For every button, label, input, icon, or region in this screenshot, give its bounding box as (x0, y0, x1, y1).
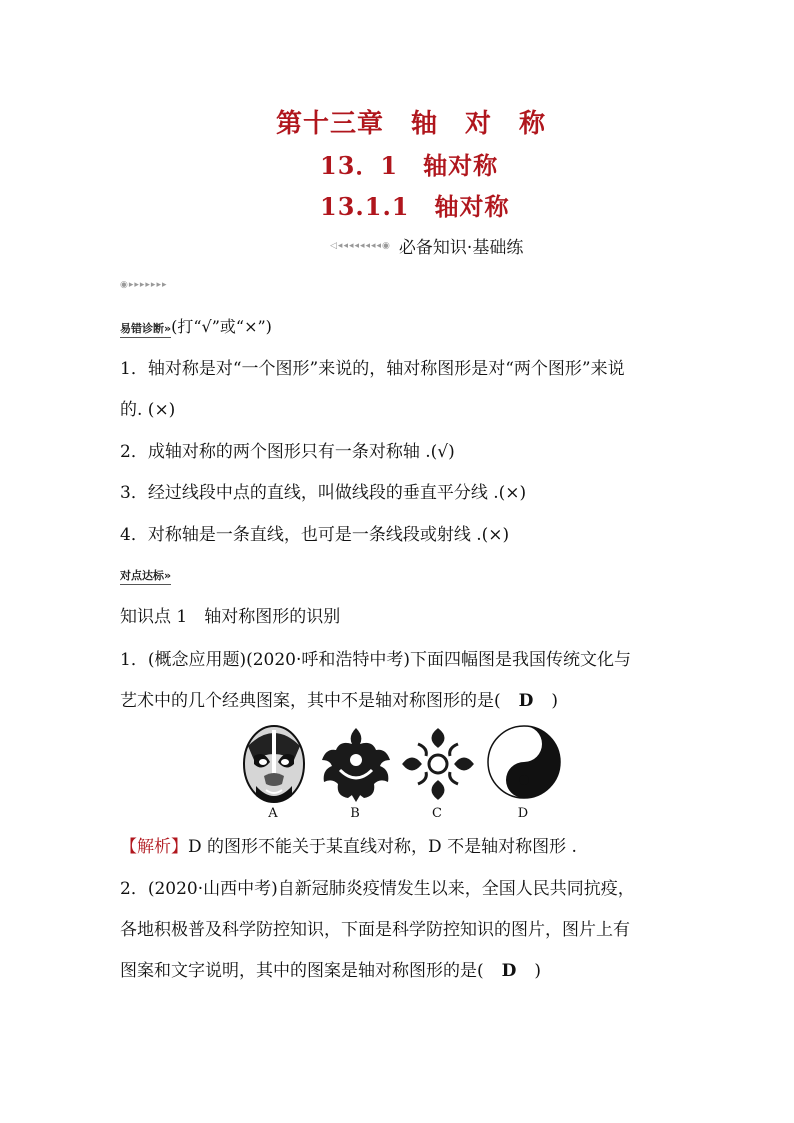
left-arrow-decoration-icon: ◉▸▸▸▸▸▸▸ (120, 280, 168, 290)
diagnosis-item-1-line1: 1．轴对称是对“一个图形”来说的，轴对称图形是对“两个图形”来说 (120, 359, 625, 379)
question-1-close-paren: ) (551, 691, 559, 711)
figure-label-c: C (432, 806, 442, 821)
arrow-decoration-icon: ◁◂◂◂◂◂◂◂◂◉ (330, 240, 391, 251)
section-title: 13．1 轴对称 (320, 151, 499, 180)
question-1-answer: D (518, 691, 534, 711)
diagnosis-item-4: 4．对称轴是一条直线，也可是一条线段或射线 .(×) (120, 525, 510, 545)
figure-label-d: D (517, 806, 529, 821)
diagnosis-instruction: (打“√”或“×”) (171, 317, 272, 336)
question-2-answer: D (501, 961, 517, 981)
section-tag-label: 必备知识·基础练 (398, 238, 524, 258)
section-tag (330, 233, 523, 258)
figure-label-a: A (268, 806, 278, 821)
opera-mask-figure (244, 726, 304, 802)
question-1-text: 艺术中的几个经典图案，其中不是轴对称图形的是( (120, 691, 501, 711)
chapter-title: 第十三章 轴 对 称 (276, 109, 547, 139)
ornament-c-figure (404, 730, 472, 798)
analysis-text: D 的图形不能关于某直线对称，D 不是轴对称图形 . (188, 837, 577, 857)
question-2-line3 (120, 960, 541, 982)
subsection-title: 13.1.1 轴对称 (320, 192, 510, 221)
question-2-line2: 各地积极普及科学防控知识，下面是科学防控知识的图片，图片上有 (120, 920, 630, 940)
question-1-line2 (120, 690, 558, 712)
analysis-tag: 【解析】 (120, 837, 188, 857)
diagnosis-header (120, 316, 272, 338)
diagnosis-item-2: 2．成轴对称的两个图形只有一条对称轴 .(√) (120, 442, 455, 462)
question-1-figures (238, 722, 568, 806)
question-1-analysis (120, 836, 577, 858)
question-2-close-paren: ) (534, 961, 542, 981)
practice-badge: 对点达标» (120, 567, 171, 585)
yin-yang-figure (488, 726, 560, 798)
diagnosis-badge: 易错诊断» (120, 320, 171, 338)
question-1-line1: 1．(概念应用题)(2020·呼和浩特中考)下面四幅图是我国传统文化与 (120, 650, 632, 670)
ornament-b-figure (322, 728, 390, 802)
diagnosis-item-3: 3．经过线段中点的直线，叫做线段的垂直平分线 .(×) (120, 483, 527, 503)
figure-label-b: B (350, 806, 360, 821)
question-2-text: 图案和文字说明，其中的图案是轴对称图形的是( (120, 961, 484, 981)
knowledge-point: 知识点 1 轴对称图形的识别 (120, 607, 341, 627)
diagnosis-item-1-line2: 的. (×) (120, 400, 176, 420)
question-2-line1: 2．(2020·山西中考)自新冠肺炎疫情发生以来，全国人民共同抗疫， (120, 879, 635, 899)
